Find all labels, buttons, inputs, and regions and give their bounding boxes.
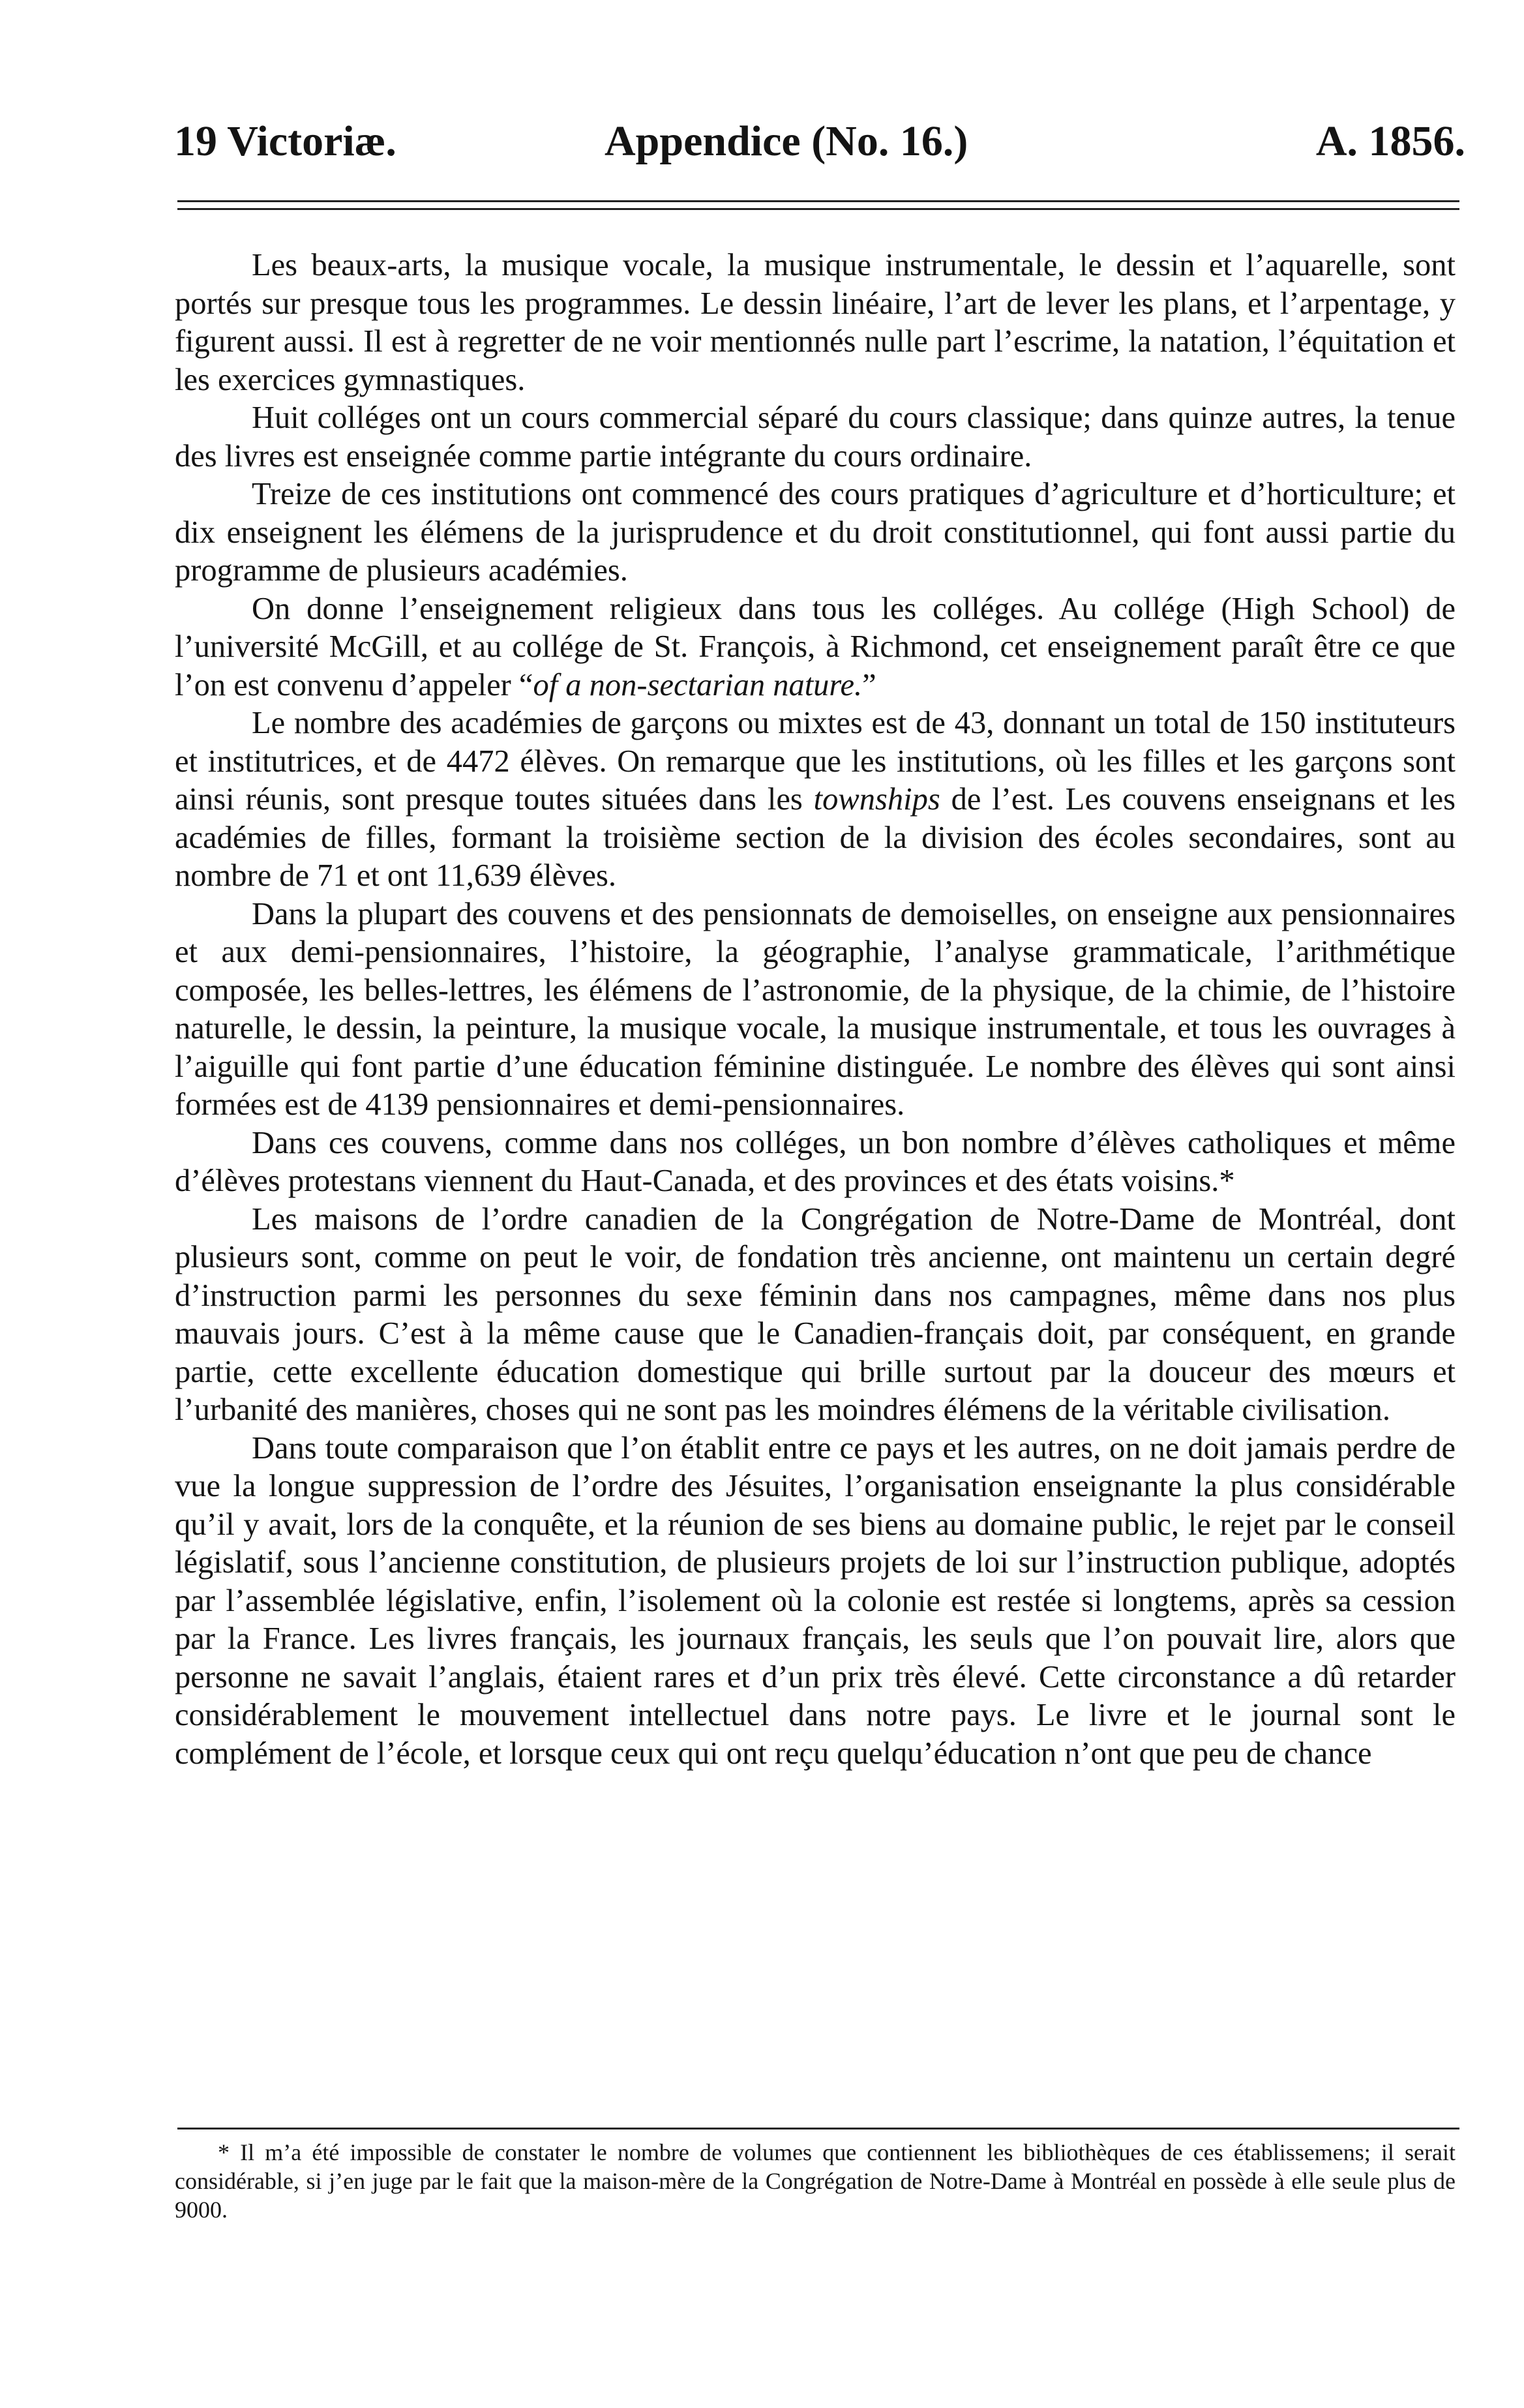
footnote: * Il m’a été impossible de constater le nombre de volumes que contiennent les bibliothèques de ces établissemens; il serait considérable, si j’en juge par le fait que la maison-mère de la Congrégation de Notre-Dame à Montréal en possède à elle seule plus de 9000. — [175, 2139, 1456, 2223]
header-session: 19 Victoriæ. — [174, 117, 396, 165]
italic-word: townships — [813, 782, 940, 817]
header-year: A. 1856. — [1315, 117, 1465, 165]
footnote-rule — [177, 2128, 1459, 2130]
paragraph-text: ” — [862, 667, 876, 702]
paragraph-religious-teaching — [175, 590, 1456, 705]
body-text — [175, 247, 1456, 1773]
paragraph-students-origin: Dans ces couvens, comme dans nos colléges, un bon nombre d’élèves catholiques et même d’élèves protestans viennent du Haut-Canada, et des provinces et des états voisins.* — [175, 1125, 1456, 1198]
paragraph-agriculture: Treize de ces institutions ont commencé des cours pratiques d’agriculture et d’horticulture; et dix enseignent les élémens de la jurisprudence et du droit constitutionnel, qui font aussi partie du programme de plusieurs académies. — [175, 477, 1456, 588]
paragraph-text: Le nombre des académies de garçons ou mixtes est de 43, donnant un total de 150 instituteurs et institutrices, et de 4472 élèves. On remarque que les institutions, où les filles et les garçons sont ainsi réunis, sont presque toutes situées dans les — [175, 706, 1456, 817]
italic-phrase: of a non-sectarian nature. — [533, 667, 863, 702]
header-double-rule — [177, 200, 1459, 210]
paragraph-text: de l’est. Les couvens enseignans et les académies de filles, formant la troisième section de la division des écoles secondaires, sont au nombre de 71 et ont 11,639 élèves. — [175, 782, 1456, 893]
paragraph-congregation: Les maisons de l’ordre canadien de la Congrégation de Notre-Dame de Montréal, dont plusieurs sont, comme on peut le voir, de fondation très ancienne, ont maintenu un certain degré d’instruction parmi les personnes du sexe féminin dans nos campagnes, même dans nos plus mauvais jours. C’est à la même cause que le Canadien-français doit, par conséquent, en grande partie, cette excellente éducation domestique qui brille surtout par la douceur des mœurs et l’urbanité des manières, choses qui ne sont pas les moindres élémens de la véritable civilisation. — [175, 1201, 1456, 1427]
paragraph-commercial-course: Huit colléges ont un cours commercial séparé du cours classique; dans quinze autres, la tenue des livres est enseignée comme partie intégrante du cours ordinaire. — [175, 400, 1456, 474]
paragraph-academies — [175, 704, 1456, 895]
paragraph-fine-arts: Les beaux-arts, la musique vocale, la musique instrumentale, le dessin et l’aquarelle, sont portés sur presque tous les programmes. Le dessin linéaire, l’art de lever les plans, et l’arpentage, y figurent aussi. Il est à regretter de ne voir mentionnés nulle part l’escrime, la natation, l’équitation et les exercices gymnastiques. — [175, 248, 1456, 397]
paragraph-convents: Dans la plupart des couvens et des pensionnats de demoiselles, on enseigne aux pensionnaires et aux demi-pensionnaires, l’histoire, la géographie, l’analyse grammaticale, l’arithmétique composée, les belles-lettres, les élémens de l’astronomie, de la physique, de la chimie, de l’histoire naturelle, le dessin, la peinture, la musique vocale, la musique instrumentale, et tous les ouvrages à l’aiguille qui font partie d’une éducation féminine distinguée. Le nombre des élèves qui sont ainsi formées est de 4139 pensionnaires et demi-pensionnaires. — [175, 896, 1456, 1122]
running-header — [174, 112, 1465, 171]
header-appendix: Appendice (No. 16.) — [605, 117, 968, 165]
paragraph-comparison: Dans toute comparaison que l’on établit entre ce pays et les autres, on ne doit jamais perdre de vue la longue suppression de l’ordre des Jésuites, l’organisation enseignante la plus considérable qu’il y avait, lors de la conquête, et la réunion de ses biens au domaine public, le rejet par le conseil législatif, sous l’ancienne constitution, de plusieurs projets de loi sur l’instruction publique, adoptés par l’assemblée législative, enfin, l’isolement où la colonie est restée si longtems, après sa cession par la France. Les livres français, les journaux français, les seuls que l’on pouvait lire, alors que personne ne savait l’anglais, étaient rares et d’un prix très élevé. Cette circonstance a dû retarder considérablement le mouvement intellectuel dans notre pays. Le livre et le journal sont le complément de l’école, et lorsque ceux qui ont reçu quelqu’éducation n’ont que peu de chance — [175, 1430, 1456, 1771]
paragraph-text: On donne l’enseignement religieux dans tous les colléges. Au collége (High School) de l’université McGill, et au collége de St. François, à Richmond, cet enseignement paraît être ce que l’on est convenu d’appeler “ — [175, 591, 1456, 702]
